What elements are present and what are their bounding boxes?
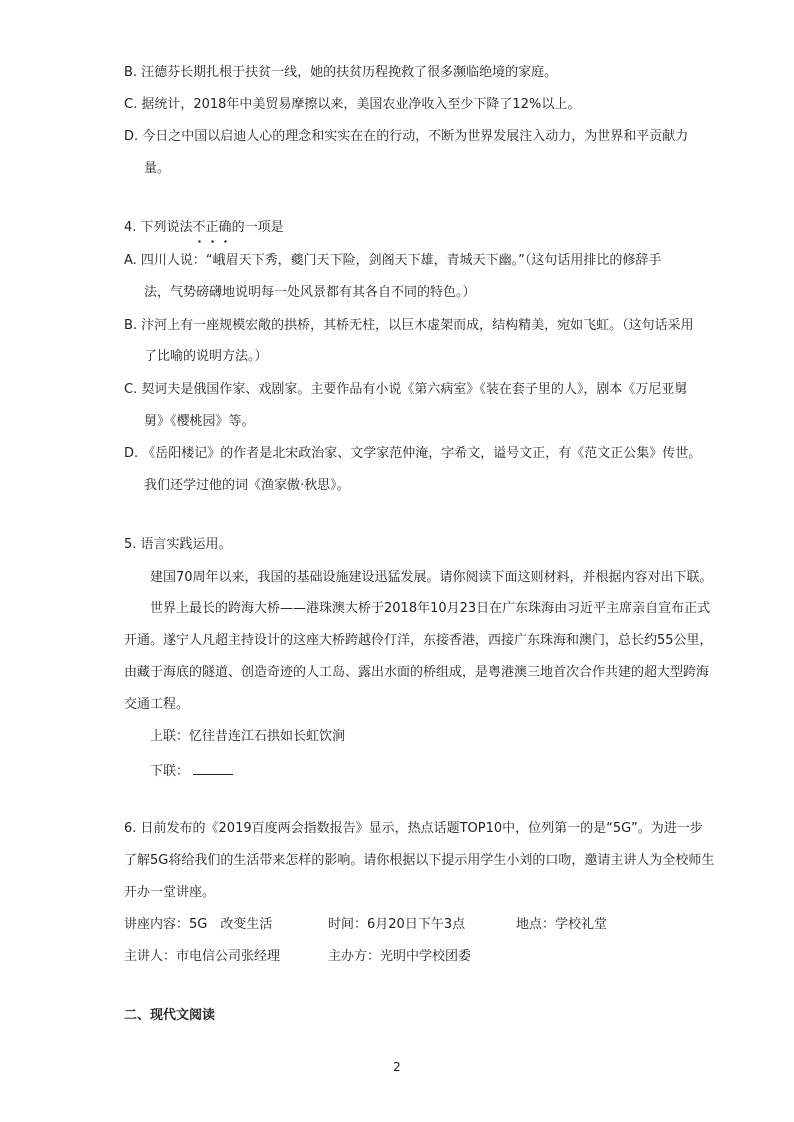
- q3-option-b: B. 汪德芬长期扎根于扶贫一线，她的扶贫历程挽救了很多濒临绝境的家庭。: [124, 65, 558, 80]
- section-heading: 二、现代文阅读: [124, 1008, 216, 1023]
- q6-lecture-content: 讲座内容：5G 改变生活: [124, 917, 273, 932]
- q4-option-b: B. 汴河上有一座规模宏敞的拱桥，其桥无柱，以巨木虚架而成，结构精美，宛如飞虹。（这句话采用: [124, 318, 694, 333]
- q3-option-c: C. 据统计，2018年中美贸易摩擦以来，美国农业净收入至少下降了12%以上。: [124, 97, 581, 112]
- q6-lecture-time: 时间：6月20日下午3点: [328, 917, 466, 932]
- q5-paragraph-2-line-3: 由藏于海底的隧道、创造奇迹的人工岛、露出水面的桥组成，是粤港澳三地首次合作共建的超大型跨海: [124, 665, 710, 680]
- q4-stem-suffix: 的一项是: [231, 220, 284, 235]
- q3-option-d-cont: 量。: [144, 161, 171, 176]
- answer-blank[interactable]: [193, 761, 233, 775]
- q5-paragraph-2-line-4: 交通工程。: [124, 697, 190, 712]
- q5-paragraph-1: 建国70周年以来，我国的基础设施建设迅猛发展。请你阅读下面这则材料，并根据内容对出下联。: [150, 570, 713, 585]
- q4-option-d-cont: 我们还学过他的词《渔家傲·秋思》。: [144, 478, 350, 493]
- q6-organizer: 主办方：光明中学校团委: [328, 949, 472, 964]
- q6-stem-line-3: 开办一堂讲座。: [124, 885, 216, 900]
- q4-option-c-cont: 舅》《樱桃园》等。: [144, 414, 255, 429]
- q6-speaker: 主讲人：市电信公司张经理: [124, 949, 281, 964]
- q4-option-a: A. 四川人说：“峨眉天下秀，夔门天下险，剑阁天下雄，青城天下幽。”（这句话用排比的修辞手: [124, 253, 662, 268]
- q5-shanglian: 上联：忆往昔连江石拱如长虹饮涧: [150, 729, 346, 744]
- q5-paragraph-2-line-2: 开通。遂宁人凡超主持设计的这座大桥跨越伶仃洋，东接香港，西接广东珠海和澳门，总长约55公里，: [124, 633, 713, 648]
- q3-option-d: D. 今日之中国以启迪人心的理念和实实在在的行动，不断为世界发展注入动力，为世界和平贡献力: [124, 129, 689, 144]
- q4-option-a-cont: 法，气势磅礴地说明每一处风景都有其各自不同的特色。）: [144, 285, 476, 300]
- q4-stem-emphasis: 不正确: [192, 220, 232, 235]
- q4-stem: [124, 219, 284, 237]
- q4-stem-prefix: 4. 下列说法: [124, 220, 193, 235]
- q5-xialian: [150, 761, 233, 781]
- q4-option-d: D. 《岳阳楼记》的作者是北宋政治家、文学家范仲淹，字希文，谥号文正，有《范文正公集》传世。: [124, 446, 702, 461]
- q6-stem: 6. 日前发布的《2019百度两会指数报告》显示，热点话题TOP10中，位列第一的是“5G”。为进一步: [124, 821, 703, 836]
- page-number: 2: [393, 1060, 401, 1074]
- q5-paragraph-2: 世界上最长的跨海大桥——港珠澳大桥于2018年10月23日在广东珠海由习近平主席亲自宣布正式: [150, 601, 711, 616]
- q6-lecture-place: 地点：学校礼堂: [516, 917, 608, 932]
- q6-stem-line-2: 了解5G将给我们的生活带来怎样的影响。请你根据以下提示用学生小刘的口吻，邀请主讲人为全校师生: [124, 853, 715, 868]
- q4-option-c: C. 契诃夫是俄国作家、戏剧家。主要作品有小说《第六病室》《装在套子里的人》，剧本《万尼亚舅: [124, 382, 688, 397]
- q5-xialian-label: 下联：: [150, 764, 190, 779]
- q5-stem: 5. 语言实践运用。: [124, 537, 232, 552]
- q4-option-b-cont: 了比喻的说明方法。）: [144, 349, 268, 364]
